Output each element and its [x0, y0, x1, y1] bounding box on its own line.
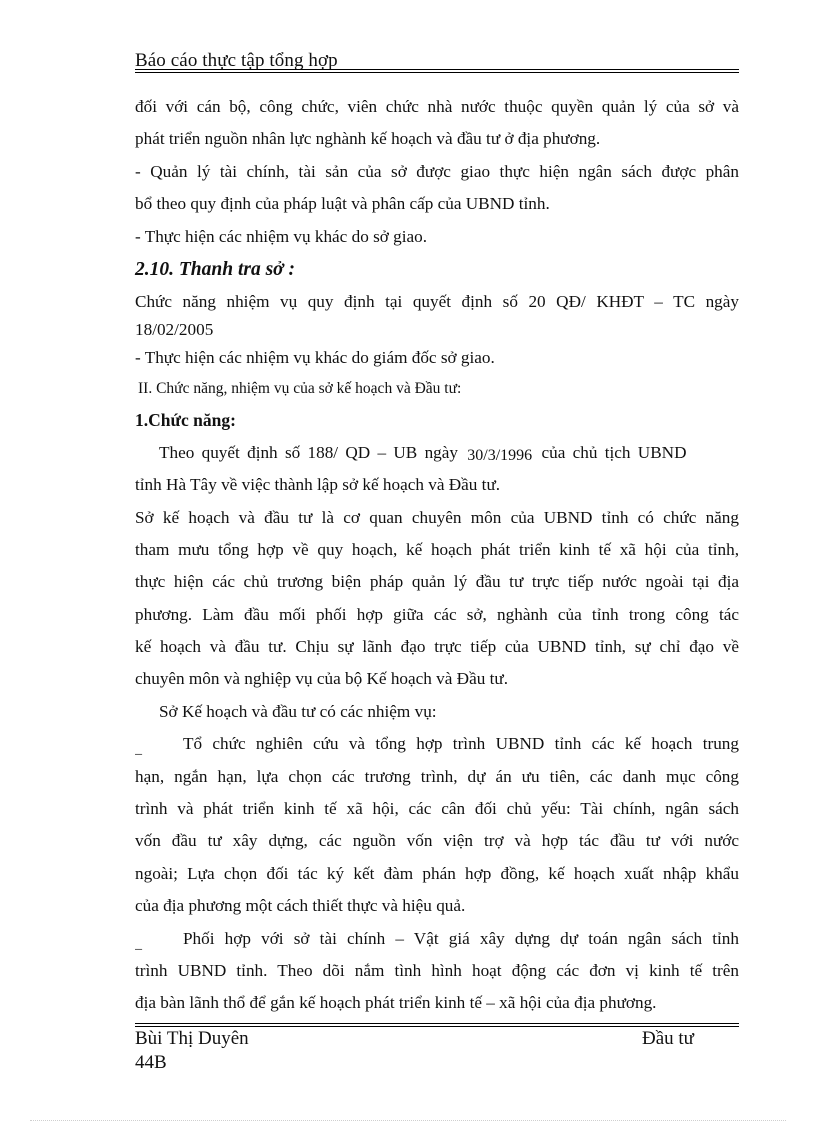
paragraph-line: - Thực hiện các nhiệm vụ khác do sở giao.: [135, 226, 428, 246]
section-heading-thanh-tra: 2.10. Thanh tra sở :: [135, 258, 295, 280]
footer-rule: [135, 1023, 739, 1024]
paragraph-line: trình và phát triển kinh tế xã hội, các cân đối chủ yếu: Tài chính, ngân sách: [135, 799, 739, 819]
bullet-item: [135, 728, 739, 760]
bullet-item: [135, 923, 739, 955]
paragraph-line: của địa phương một cách thiết thực và hiệu quả.: [135, 896, 466, 916]
paragraph-line: 18/02/2005: [135, 320, 214, 340]
bullet-marker: _: [135, 936, 142, 952]
paragraph-line: thực hiện các chủ trương biện pháp quản lý đầu tư trực tiếp nước ngoài tại địa: [135, 572, 739, 592]
paragraph-line: trình UBND tỉnh. Theo dõi nắm tình hình hoạt động các đơn vị kinh tế trên: [135, 960, 739, 980]
paragraph-line: Sở Kế hoạch và đầu tư có các nhiệm vụ:: [159, 701, 437, 721]
footer-author: [135, 1027, 249, 1075]
paragraph-line: phát triển nguồn nhân lực nghành kế hoạch và đầu tư ở địa phương.: [135, 129, 601, 149]
bullet-text: Tổ chức nghiên cứu và tổng hợp trình UBND tỉnh các kế hoạch trung: [183, 734, 739, 754]
footer-author-name: Bùi Thị Duyên: [135, 1028, 249, 1049]
paragraph-line: [135, 437, 739, 469]
paragraph-line: Sở kế hoạch và đầu tư là cơ quan chuyên môn của UBND tỉnh có chức năng: [135, 507, 739, 527]
paragraph-line: chuyên môn và nghiệp vụ của bộ Kế hoạch và Đầu tư.: [135, 669, 509, 689]
paragraph-line: tỉnh Hà Tây về việc thành lập sở kế hoạch và Đầu tư.: [135, 475, 501, 495]
footer-author-class: 44B: [135, 1052, 167, 1073]
bullet-marker: _: [135, 742, 142, 758]
section-heading-chuc-nang: 1.Chức năng:: [135, 409, 236, 430]
page-bottom-divider: [30, 1120, 786, 1121]
paragraph-line: ngoài; Lựa chọn đối tác ký kết đàm phán hợp đồng, kế hoạch xuất nhập khẩu: [135, 863, 739, 883]
paragraph-line: tham mưu tổng hợp về quy hoạch, kế hoạch phát triển kinh tế xã hội của tỉnh,: [135, 539, 739, 559]
paragraph-line: đối với cán bộ, công chức, viên chức nhà nước thuộc quyền quản lý của sở và: [135, 97, 739, 116]
footer-department: Đầu tư: [642, 1028, 694, 1049]
paragraph-line: phương. Làm đầu mối phối hợp giữa các sở, nghành của tỉnh trong công tác: [135, 604, 739, 624]
paragraph-line: bổ theo quy định của pháp luật và phân cấp của UBND tỉnh.: [135, 194, 550, 214]
paragraph-line: - Quản lý tài chính, tài sản của sở được giao thực hiện ngân sách được phân: [135, 161, 739, 181]
document-body: [135, 91, 739, 1020]
paragraph-line: vốn đầu tư xây dựng, các nguồn vốn viện trợ và hợp tác đầu tư với nước: [135, 831, 739, 851]
header-rule: [135, 69, 739, 70]
paragraph-line: Chức năng nhiệm vụ quy định tại quyết định số 20 QĐ/ KHĐT – TC ngày: [135, 291, 739, 311]
decision-text-end: của chủ tịch UBND: [541, 442, 687, 462]
paragraph-line: hạn, ngắn hạn, lựa chọn các trương trình, dự án ưu tiên, các danh mục công: [135, 766, 739, 786]
paragraph-line: địa bàn lãnh thổ để gắn kế hoạch phát triển kinh tế – xã hội của địa phương.: [135, 993, 657, 1013]
section-heading-ii: II. Chức năng, nhiệm vụ của sở kế hoạch và Đầu tư:: [138, 379, 462, 397]
decision-text: Theo quyết định số 188/ QD – UB ngày: [159, 442, 458, 462]
paragraph-line: kế hoạch và đầu tư. Chịu sự lãnh đạo trực tiếp của UBND tỉnh, sự chỉ đạo về: [135, 637, 739, 657]
bullet-text: Phối hợp với sở tài chính – Vật giá xây dựng dự toán ngân sách tỉnh: [183, 928, 739, 948]
page-header-title: Báo cáo thực tập tổng hợp: [135, 50, 338, 71]
decision-date: 30/3/1996: [467, 446, 533, 464]
header-rule-double: [135, 72, 739, 73]
paragraph-line: - Thực hiện các nhiệm vụ khác do giám đốc sở giao.: [135, 348, 495, 368]
